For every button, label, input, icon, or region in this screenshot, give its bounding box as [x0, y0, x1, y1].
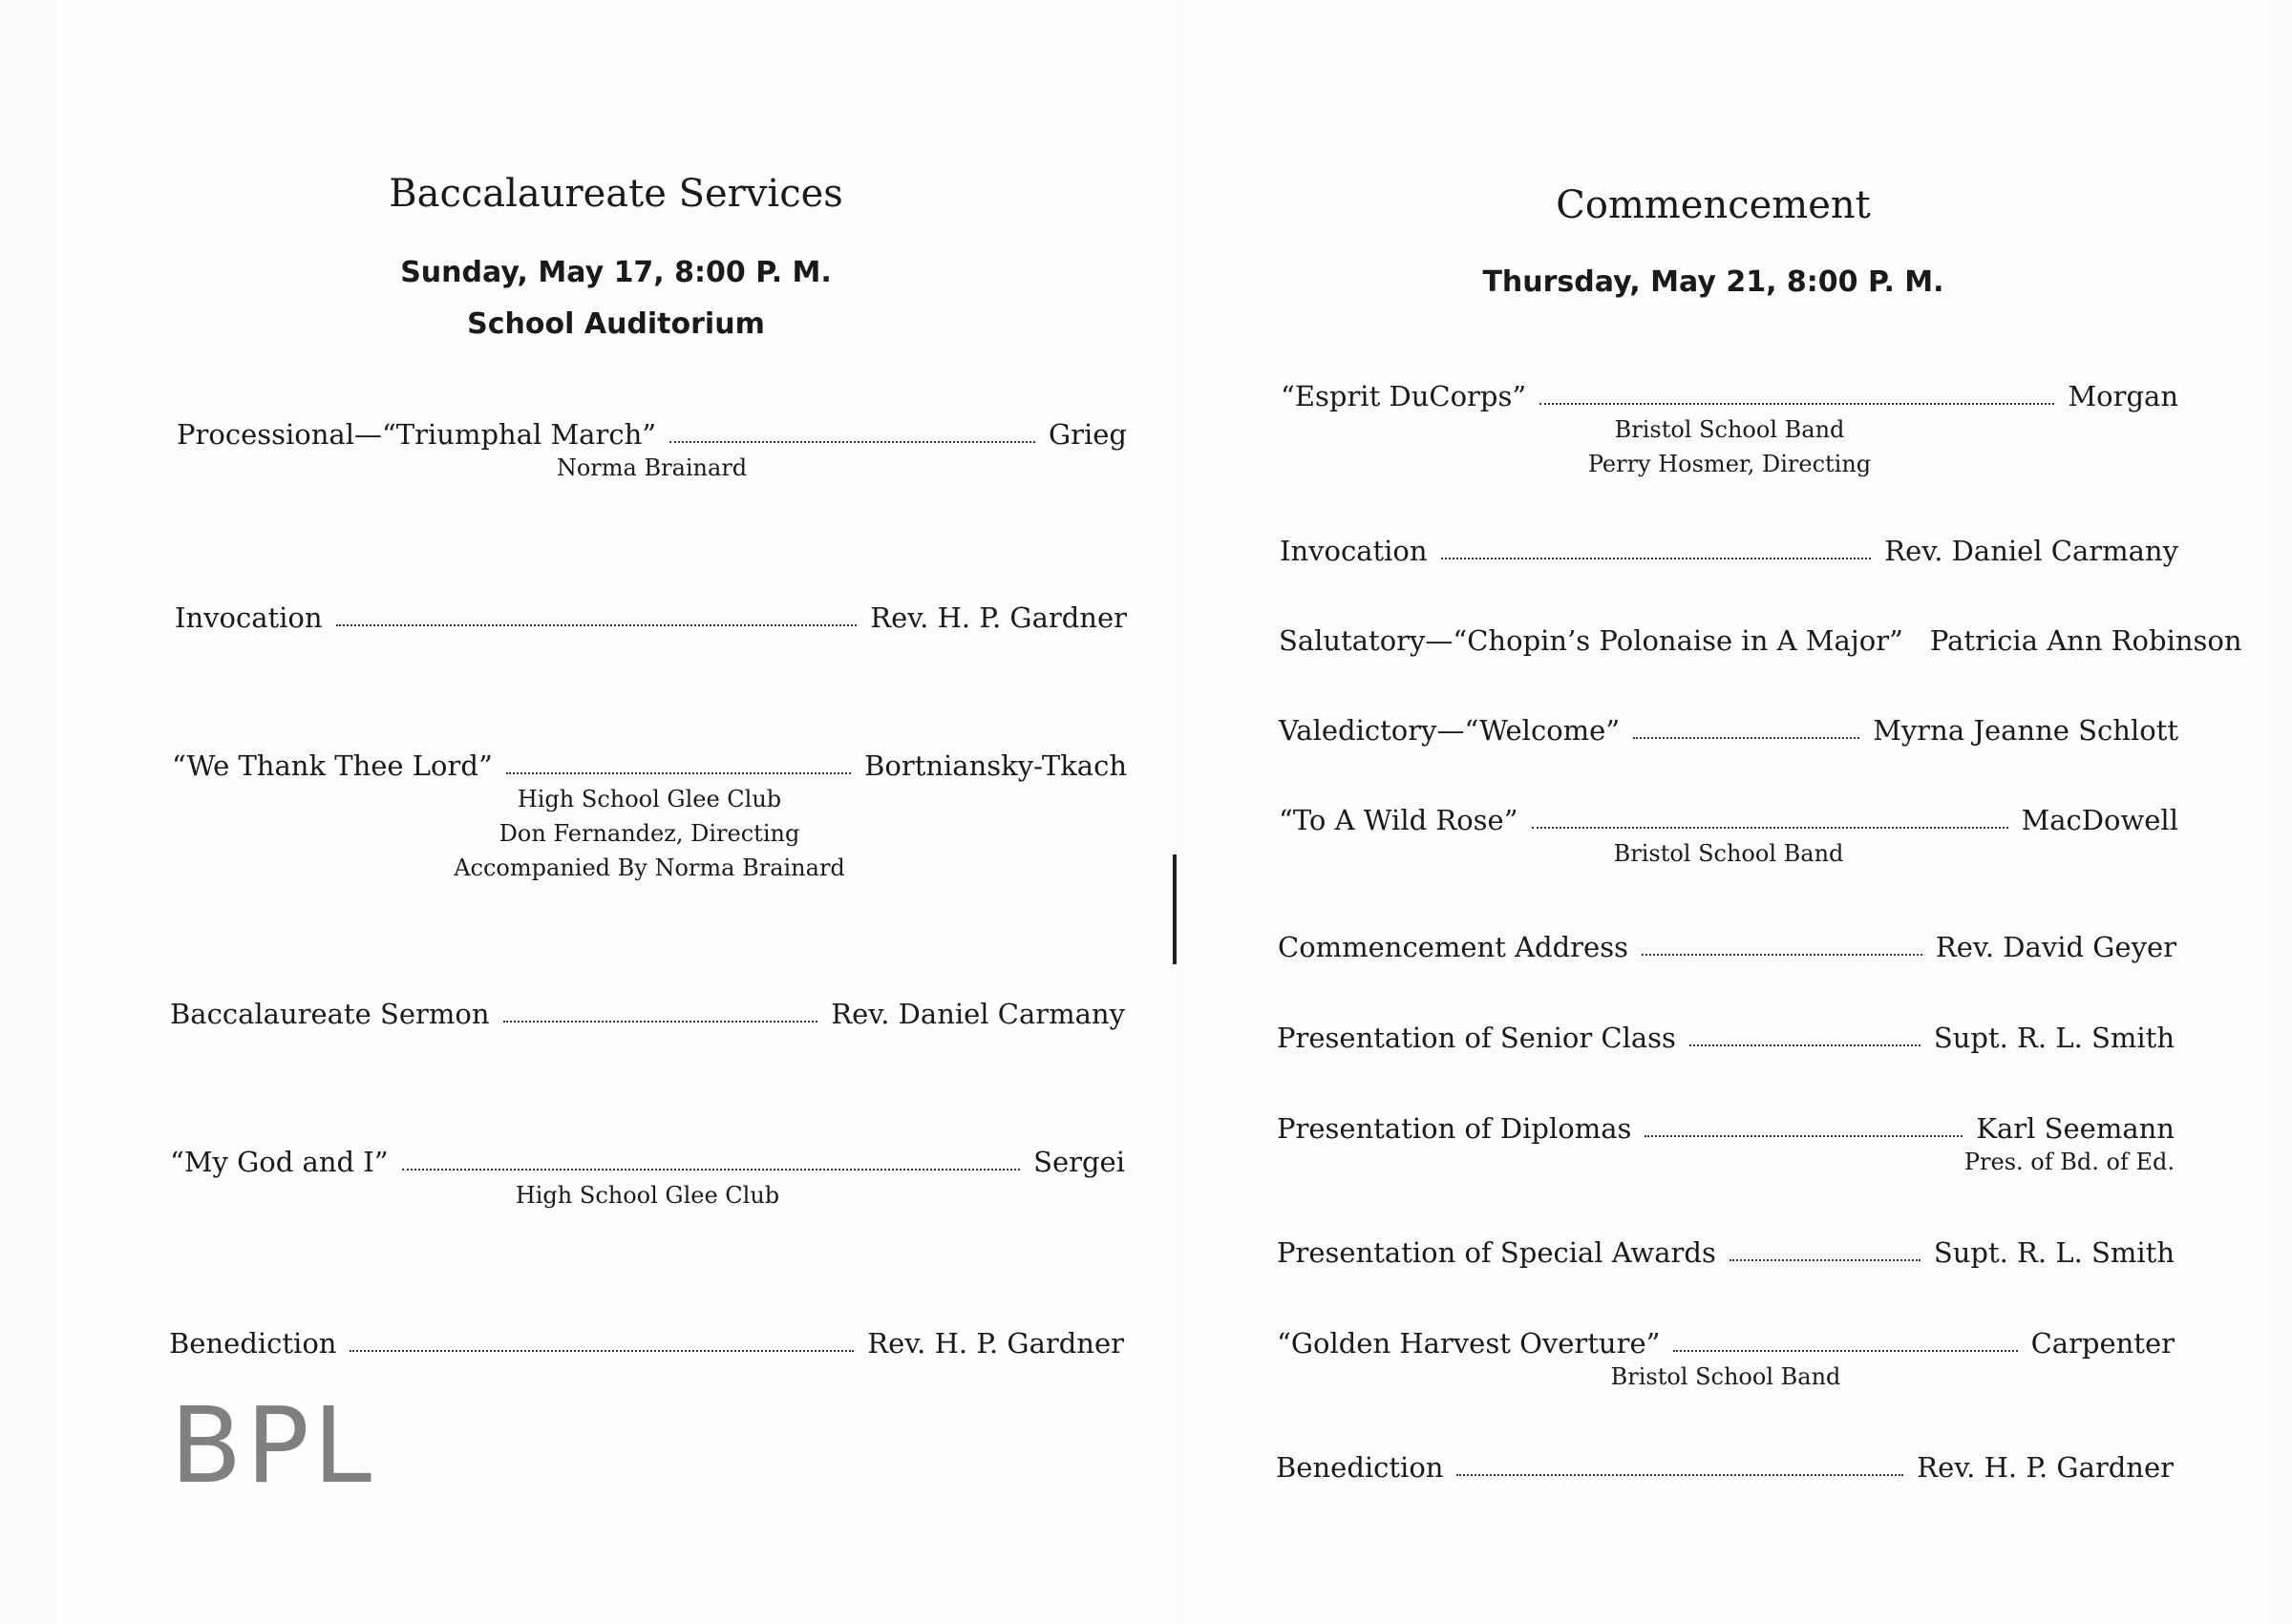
- item-title: Salutatory—“Chopin’s Polonaise in A Major”: [1279, 624, 1903, 657]
- item-performer: Rev. H. P. Gardner: [1917, 1451, 2174, 1484]
- program-item: [1276, 1451, 2174, 1484]
- commencement-title: Commencement: [1556, 183, 1871, 227]
- binding-fold: [1173, 854, 1177, 964]
- program-item: [175, 601, 1127, 634]
- right-page: [1180, 0, 2269, 1624]
- program-item: [1280, 535, 2178, 567]
- program-item: [172, 749, 1127, 885]
- item-title: Presentation of Special Awards: [1277, 1236, 1716, 1269]
- program-item: [170, 1146, 1125, 1213]
- item-performer: Morgan: [2068, 380, 2178, 412]
- baccalaureate-date: Sunday, May 17, 8:00 P. M.: [400, 256, 832, 289]
- program-item: [1277, 1112, 2175, 1179]
- item-performer: Rev. H. P. Gardner: [870, 601, 1127, 634]
- item-performer: Grieg: [1048, 418, 1127, 451]
- leader-dots: [402, 1169, 1021, 1171]
- item-performer: Patricia Ann Robinson: [1929, 624, 2242, 657]
- leader-dots: [503, 1021, 818, 1023]
- program-item: [1281, 380, 2178, 481]
- leader-dots: [1689, 1044, 1921, 1046]
- item-performer: Sergei: [1033, 1146, 1125, 1178]
- item-detail: Bristol School Band: [1610, 1363, 1841, 1390]
- item-title: Benediction: [1276, 1451, 1444, 1484]
- item-performer: Rev. Daniel Carmany: [831, 998, 1125, 1030]
- program-item: [170, 998, 1125, 1030]
- item-detail: Accompanied By Norma Brainard: [454, 854, 845, 881]
- item-title: Valedictory—“Welcome”: [1279, 714, 1621, 747]
- item-performer: Bortniansky-Tkach: [864, 749, 1127, 782]
- item-detail: Bristol School Band: [1614, 416, 1845, 443]
- item-title: “My God and I”: [170, 1146, 389, 1178]
- leader-dots: [350, 1350, 854, 1352]
- item-detail: High School Glee Club: [517, 786, 782, 812]
- item-title: “We Thank Thee Lord”: [172, 749, 493, 782]
- baccalaureate-title: Baccalaureate Services: [389, 172, 843, 216]
- item-title: Processional—“Triumphal March”: [177, 418, 657, 451]
- item-performer: Karl Seemann: [1976, 1112, 2175, 1145]
- program-item: [177, 418, 1127, 485]
- baccalaureate-location: School Auditorium: [467, 307, 765, 341]
- leader-dots: [1645, 1135, 1963, 1137]
- leader-dots: [1633, 737, 1859, 739]
- item-detail: Norma Brainard: [556, 454, 748, 481]
- item-performer: MacDowell: [2021, 804, 2178, 836]
- leader-dots: [1532, 827, 2008, 829]
- item-detail: High School Glee Club: [515, 1182, 780, 1209]
- leader-dots: [1456, 1474, 1903, 1476]
- item-performer: Supt. R. L. Smith: [1933, 1236, 2175, 1269]
- item-detail: Perry Hosmer, Directing: [1587, 451, 1872, 477]
- leader-dots: [669, 441, 1035, 443]
- item-title: Presentation of Diplomas: [1277, 1112, 1632, 1145]
- item-title: “To A Wild Rose”: [1279, 804, 1518, 836]
- leader-dots: [1730, 1259, 1921, 1261]
- program-item: [1279, 714, 2178, 747]
- item-title: Presentation of Senior Class: [1277, 1022, 1676, 1054]
- item-title: Invocation: [175, 601, 323, 634]
- item-performer: Rev. H. P. Gardner: [867, 1327, 1124, 1360]
- item-performer: Supt. R. L. Smith: [1933, 1022, 2175, 1054]
- program-item: [169, 1327, 1124, 1360]
- leader-dots: [1441, 558, 1872, 559]
- leader-dots: [1539, 403, 2054, 405]
- leader-dots: [336, 624, 858, 626]
- bpl-watermark: BPL: [170, 1384, 376, 1507]
- leader-dots: [1642, 954, 1922, 956]
- program-item: [1277, 1327, 2175, 1394]
- program-item: [1279, 624, 2242, 657]
- item-detail: Don Fernandez, Directing: [499, 820, 800, 847]
- commencement-date: Thursday, May 21, 8:00 P. M.: [1482, 265, 1944, 299]
- item-title: Benediction: [169, 1327, 337, 1360]
- program-item: [1278, 931, 2176, 963]
- item-performer: Carpenter: [2030, 1327, 2175, 1360]
- item-detail: Bristol School Band: [1613, 840, 1844, 867]
- item-title: Invocation: [1280, 535, 1428, 567]
- program-item: [1277, 1022, 2175, 1054]
- leader-dots: [1673, 1350, 2017, 1352]
- left-page: [57, 0, 1175, 1624]
- item-title: “Esprit DuCorps”: [1281, 380, 1527, 412]
- item-detail: Pres. of Bd. of Ed.: [1963, 1149, 2175, 1175]
- item-title: Baccalaureate Sermon: [170, 998, 490, 1030]
- item-performer: Myrna Jeanne Schlott: [1873, 714, 2178, 747]
- leader-dots: [506, 772, 851, 774]
- item-title: “Golden Harvest Overture”: [1277, 1327, 1661, 1360]
- program-item: [1279, 804, 2178, 871]
- item-title: Commencement Address: [1278, 931, 1628, 963]
- program-item: [1277, 1236, 2175, 1269]
- item-performer: Rev. David Geyer: [1935, 931, 2176, 963]
- item-performer: Rev. Daniel Carmany: [1884, 535, 2178, 567]
